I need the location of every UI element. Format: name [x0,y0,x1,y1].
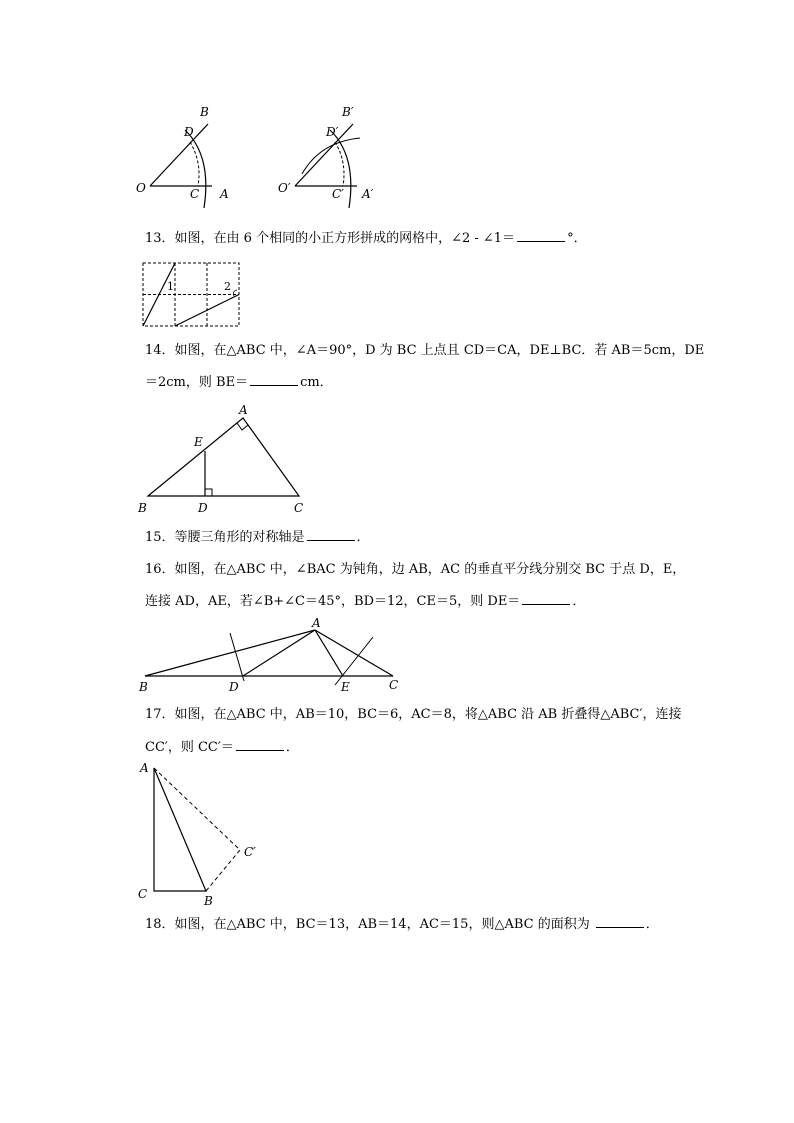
svg-text:D′: D′ [326,125,339,139]
svg-text:A′: A′ [362,187,374,201]
svg-text:E: E [194,435,203,449]
q17-blank[interactable] [236,738,284,751]
svg-text:C: C [138,887,148,901]
question-16-line2: 连接 AD，AE，若∠B+∠C＝45°，BD＝12，CE＝5，则 DE＝ ． [145,594,586,609]
svg-text:E: E [341,680,350,694]
q17-fold-figure [132,758,272,908]
svg-text:B: B [200,105,209,119]
svg-text:A: A [239,403,248,417]
question-15: 15．等腰三角形的对称轴是 ． [145,530,370,545]
q15-blank[interactable] [307,528,355,541]
question-16: 16．如图，在△ABC 中，∠BAC 为钝角，边 AB，AC 的垂直平分线分别交 BC 于点 D，E， [145,562,686,577]
svg-text:1: 1 [167,280,174,293]
question-17: 17．如图，在△ABC 中，AB＝10，BC＝6，AC＝8，将△ABC 沿 AB 折叠得△ABC′，连接 [145,707,682,722]
angle-construction-figure [130,100,390,212]
q18-blank[interactable] [596,915,644,928]
question-17-line2: CC′，则 CC′＝ ． [145,740,299,755]
svg-text:B′: B′ [342,105,354,119]
svg-text:B: B [138,501,147,515]
svg-text:O: O [136,181,146,195]
question-18: 18．如图，在△ABC 中，BC＝13，AB＝14，AC＝15，则△ABC 的面积为 ． [145,917,659,932]
q13-grid-figure [140,260,244,330]
svg-text:C: C [389,678,399,692]
svg-text:C′: C′ [244,845,256,859]
svg-text:2: 2 [224,280,231,293]
svg-text:C′: C′ [332,187,344,201]
svg-text:D: D [229,680,239,694]
question-14: 14．如图，在△ABC 中，∠A＝90°，D 为 BC 上点且 CD＝CA，DE⊥BC．若 AB＝5cm，DE [145,343,705,358]
q14-blank[interactable] [250,373,298,386]
q13-text: 13．如图，在由 6 个相同的小正方形拼成的网格中，∠2 - ∠1＝ [145,231,516,246]
question-13: 13．如图，在由 6 个相同的小正方形拼成的网格中，∠2 - ∠1＝ °． [145,231,587,246]
q16-blank[interactable] [522,592,570,605]
svg-text:A: A [140,761,149,775]
svg-text:O′: O′ [278,181,291,195]
q13-blank[interactable] [517,229,565,242]
svg-text:A: A [312,616,321,630]
svg-text:B: B [139,680,148,694]
svg-text:A: A [220,187,229,201]
svg-text:D: D [198,501,208,515]
svg-text:D: D [184,125,194,139]
left-angle [136,105,229,208]
svg-text:B: B [204,894,213,908]
svg-text:C: C [294,501,304,515]
q14-triangle-figure [132,400,322,518]
right-angle [278,105,374,208]
q16-triangle-figure [135,615,410,697]
question-14-line2: ＝2cm，则 BE＝ cm． [145,375,333,390]
svg-text:C: C [190,187,200,201]
